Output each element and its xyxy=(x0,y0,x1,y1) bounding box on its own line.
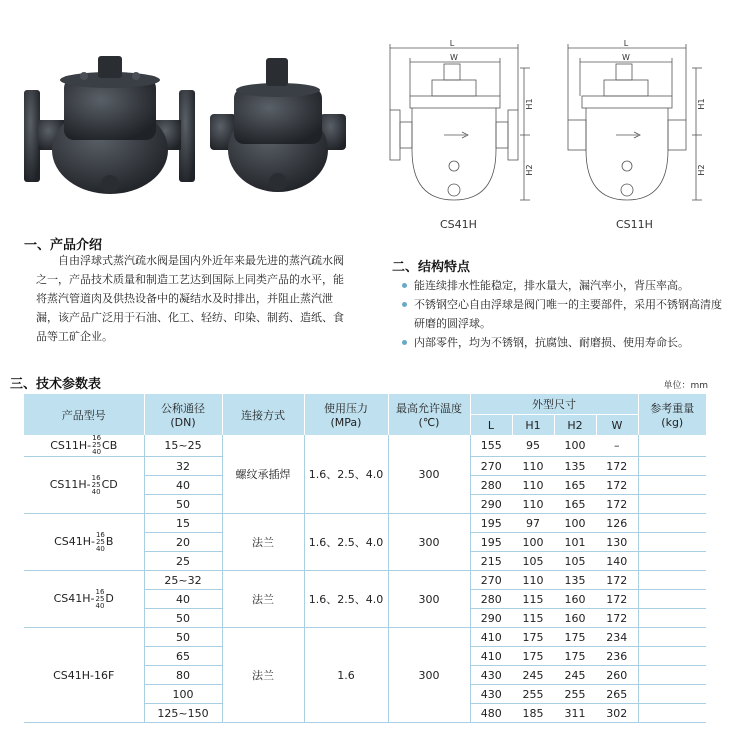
dim-h2-cell: 165 xyxy=(554,476,596,495)
dim-h2-cell: 135 xyxy=(554,571,596,590)
dim-h2-cell: 100 xyxy=(554,435,596,457)
dn-cell: 65 xyxy=(144,647,222,666)
temp-cell: 300 xyxy=(388,628,470,723)
weight-cell xyxy=(638,704,706,723)
model-name: CS41H- 16 25 40 D xyxy=(53,587,114,610)
dn-cell: 80 xyxy=(144,666,222,685)
dim-w-cell: 260 xyxy=(596,666,638,685)
pressure-class-stack: 16 25 40 xyxy=(92,434,102,456)
dn-cell: 25~32 xyxy=(144,571,222,590)
model-name: CS41H- 16 25 40 B xyxy=(54,530,114,553)
weight-cell xyxy=(638,666,706,685)
section-spec-title: 三、技术参数表 xyxy=(10,377,102,392)
dim-l-cell: 280 xyxy=(470,590,512,609)
spec-table xyxy=(24,394,706,723)
dim-h2-cell: 165 xyxy=(554,495,596,514)
dim-h2-cell: 135 xyxy=(554,457,596,476)
dn-cell: 32 xyxy=(144,457,222,476)
dn-cell: 15 xyxy=(144,514,222,533)
dim-h1-cell: 110 xyxy=(512,495,554,514)
features-list xyxy=(398,276,728,352)
table-row xyxy=(24,628,706,647)
header-connection: 连接方式 xyxy=(222,394,304,435)
caption-cs41h: CS41H xyxy=(440,218,477,231)
dim-w-cell: 172 xyxy=(596,590,638,609)
dim-l-cell: 195 xyxy=(470,514,512,533)
dim-h1-cell: 100 xyxy=(512,533,554,552)
dn-cell: 100 xyxy=(144,685,222,704)
socket-weld-valve-photo xyxy=(208,52,348,200)
header-weight: 参考重量 (kg) xyxy=(638,394,706,435)
dim-h2-cell: 101 xyxy=(554,533,596,552)
pressure-class-stack: 16 25 40 xyxy=(91,473,101,496)
header-l: L xyxy=(470,415,512,436)
weight-cell xyxy=(638,514,706,533)
pressure-cell: 1.6、2.5、4.0 xyxy=(304,514,388,571)
dim-label-l: L xyxy=(449,40,455,48)
dn-cell: 50 xyxy=(144,628,222,647)
dim-w-cell: 172 xyxy=(596,495,638,514)
weight-cell xyxy=(638,609,706,628)
dim-h1-cell: 175 xyxy=(512,628,554,647)
cs41h-drawing xyxy=(384,40,534,212)
feature-item: 不锈钢空心自由浮球是阀门唯一的主要部件，采用不锈钢高清度研磨的圆浮球。 xyxy=(398,295,728,333)
dim-l-cell: 195 xyxy=(470,533,512,552)
dim-h2-cell: 311 xyxy=(554,704,596,723)
dim-h1-cell: 115 xyxy=(512,609,554,628)
header-model: 产品型号 xyxy=(24,394,144,435)
table-row xyxy=(24,571,706,590)
model-cell xyxy=(24,571,144,628)
dim-l-cell: 270 xyxy=(470,571,512,590)
model-cell xyxy=(24,457,144,514)
dim-l-cell: 290 xyxy=(470,495,512,514)
temp-cell: 300 xyxy=(388,571,470,628)
dim-h2-cell: 100 xyxy=(554,514,596,533)
dn-cell: 20 xyxy=(144,533,222,552)
weight-cell xyxy=(638,435,706,457)
dim-label-l-2: L xyxy=(623,40,629,48)
dim-label-h2-2: H2 xyxy=(697,164,706,176)
model-cell xyxy=(24,514,144,571)
dim-h2-cell: 255 xyxy=(554,685,596,704)
dim-w-cell: 140 xyxy=(596,552,638,571)
dim-w-cell: 265 xyxy=(596,685,638,704)
temp-cell: 300 xyxy=(388,514,470,571)
flanged-valve-photo xyxy=(22,50,197,200)
section-features-title: 二、结构特点 xyxy=(392,260,471,275)
table-row xyxy=(24,435,706,457)
dn-cell: 15~25 xyxy=(144,435,222,457)
weight-cell xyxy=(638,457,706,476)
dim-l-cell: 270 xyxy=(470,457,512,476)
dim-label-h2: H2 xyxy=(525,164,534,176)
dim-l-cell: 155 xyxy=(470,435,512,457)
feature-item: 内部零件，均为不锈钢，抗腐蚀、耐磨损、使用寿命长。 xyxy=(398,333,728,352)
dim-l-cell: 410 xyxy=(470,647,512,666)
pressure-cell: 1.6、2.5、4.0 xyxy=(304,571,388,628)
cs11h-drawing xyxy=(560,40,710,212)
weight-cell xyxy=(638,495,706,514)
dim-h2-cell: 160 xyxy=(554,609,596,628)
dim-l-cell: 410 xyxy=(470,628,512,647)
header-h2: H2 xyxy=(554,415,596,436)
dim-h1-cell: 110 xyxy=(512,476,554,495)
dn-cell: 50 xyxy=(144,609,222,628)
dim-w-cell: 172 xyxy=(596,571,638,590)
dim-w-cell: 172 xyxy=(596,476,638,495)
dn-cell: 40 xyxy=(144,590,222,609)
model-cell xyxy=(24,628,144,723)
dim-l-cell: 290 xyxy=(470,609,512,628)
dim-label-h1-2: H1 xyxy=(697,98,706,110)
dim-h1-cell: 95 xyxy=(512,435,554,457)
dim-l-cell: 280 xyxy=(470,476,512,495)
dim-label-h1: H1 xyxy=(525,98,534,110)
weight-cell xyxy=(638,552,706,571)
dim-h2-cell: 245 xyxy=(554,666,596,685)
pressure-cell: 1.6 xyxy=(304,628,388,723)
unit-label: 单位：mm xyxy=(663,381,708,391)
table-row xyxy=(24,514,706,533)
caption-cs11h: CS11H xyxy=(616,218,653,231)
model-cell xyxy=(24,435,144,457)
weight-cell xyxy=(638,647,706,666)
header-w: W xyxy=(596,415,638,436)
dim-l-cell: 430 xyxy=(470,685,512,704)
dim-w-cell: – xyxy=(596,435,638,457)
section-intro-title: 一、产品介绍 xyxy=(24,238,103,253)
dim-w-cell: 126 xyxy=(596,514,638,533)
header-dimensions: 外型尺寸 xyxy=(470,394,638,415)
dim-w-cell: 130 xyxy=(596,533,638,552)
pressure-cell: 1.6、2.5、4.0 xyxy=(304,435,388,514)
section-intro-text: 自由浮球式蒸汽疏水阀是国内外近年来最先进的蒸汽疏水阀之一，产品技术质量和制造工艺达到国际上同类产品的水平，能将蒸汽管道肉及供热设备中的凝结水及时排出，并阻止蒸汽泄漏，该产品广泛用于石油、化工、轻纺、印染、制药、造纸、食品等工矿企业。 xyxy=(36,254,344,343)
dim-h2-cell: 160 xyxy=(554,590,596,609)
model-name: CS41H-16F xyxy=(53,668,115,682)
dim-w-cell: 172 xyxy=(596,457,638,476)
dn-cell: 25 xyxy=(144,552,222,571)
dim-h1-cell: 115 xyxy=(512,590,554,609)
temp-cell: 300 xyxy=(388,435,470,514)
feature-item: 能连续排水性能稳定，排水量大，漏汽率小，背压率高。 xyxy=(398,276,728,295)
dim-w-cell: 236 xyxy=(596,647,638,666)
dim-h1-cell: 245 xyxy=(512,666,554,685)
dim-h1-cell: 110 xyxy=(512,457,554,476)
spec-table-body xyxy=(24,435,706,723)
dim-h1-cell: 255 xyxy=(512,685,554,704)
dim-h1-cell: 97 xyxy=(512,514,554,533)
connection-cell: 法兰 xyxy=(222,514,304,571)
dim-w-cell: 302 xyxy=(596,704,638,723)
weight-cell xyxy=(638,628,706,647)
header-dn: 公称通径 (DN) xyxy=(144,394,222,435)
weight-cell xyxy=(638,685,706,704)
dn-cell: 50 xyxy=(144,495,222,514)
connection-cell: 法兰 xyxy=(222,628,304,723)
dim-h2-cell: 175 xyxy=(554,628,596,647)
weight-cell xyxy=(638,476,706,495)
dim-l-cell: 430 xyxy=(470,666,512,685)
dim-w-cell: 172 xyxy=(596,609,638,628)
pressure-class-stack: 16 25 40 xyxy=(95,587,105,610)
dn-cell: 40 xyxy=(144,476,222,495)
header-temp: 最高允许温度 (℃) xyxy=(388,394,470,435)
weight-cell xyxy=(638,571,706,590)
weight-cell xyxy=(638,590,706,609)
header-h1: H1 xyxy=(512,415,554,436)
dim-l-cell: 480 xyxy=(470,704,512,723)
connection-cell: 法兰 xyxy=(222,571,304,628)
dim-w-cell: 234 xyxy=(596,628,638,647)
model-name: CS11H- 16 25 40 CB xyxy=(50,434,118,456)
pressure-class-stack: 16 25 40 xyxy=(95,530,105,553)
dim-l-cell: 215 xyxy=(470,552,512,571)
dn-cell: 125~150 xyxy=(144,704,222,723)
dim-h2-cell: 105 xyxy=(554,552,596,571)
dim-h1-cell: 105 xyxy=(512,552,554,571)
dim-h2-cell: 175 xyxy=(554,647,596,666)
model-name: CS11H- 16 25 40 CD xyxy=(49,473,118,496)
weight-cell xyxy=(638,533,706,552)
dim-label-w-2: W xyxy=(622,53,630,62)
dim-h1-cell: 110 xyxy=(512,571,554,590)
header-pressure: 使用压力 (MPa) xyxy=(304,394,388,435)
dim-label-w: W xyxy=(450,53,458,62)
dim-h1-cell: 185 xyxy=(512,704,554,723)
dim-h1-cell: 175 xyxy=(512,647,554,666)
connection-cell: 螺纹承插焊 xyxy=(222,435,304,514)
